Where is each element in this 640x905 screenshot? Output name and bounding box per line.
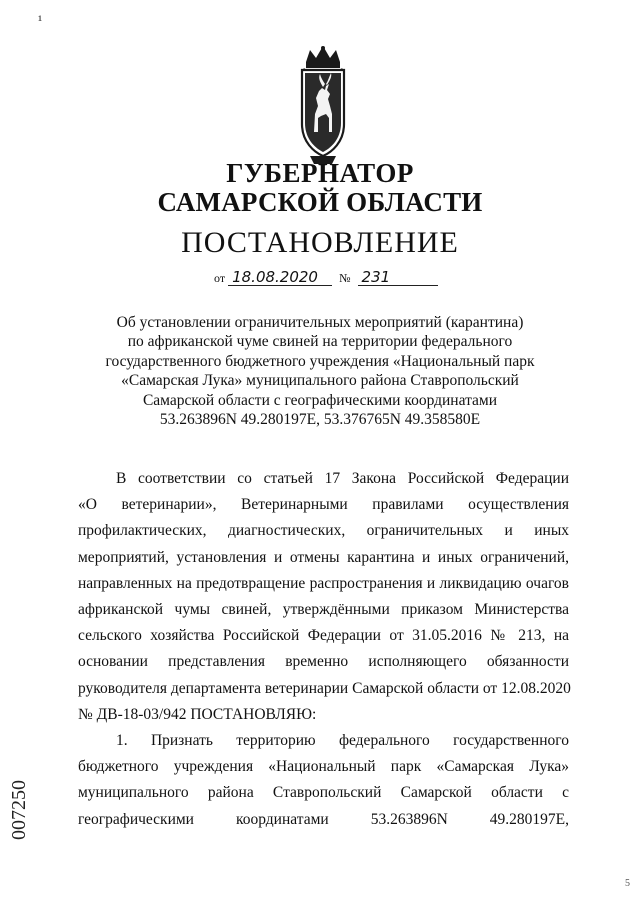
registration-stamp-number (8, 770, 36, 840)
body-line: муниципального района Ставропольский Самарской области с (78, 784, 569, 802)
subject-line: 53.263896N 49.280197E, 53.376765N 49.358580E (159, 411, 481, 429)
body-line: В соответствии со статьей 17 Закона Российской Федерации (116, 470, 569, 487)
body-line: основании представления временно исполняющего обязанности (78, 653, 569, 671)
number-value: 231 (358, 270, 438, 286)
authority-line-1: ГУБЕРНАТОР (226, 158, 414, 188)
body-line: сельского хозяйства Российской Федерации от 31.05.2016 № 213, на (78, 627, 569, 645)
stamp-number-text: 007250 (8, 780, 30, 840)
document-body (78, 466, 569, 833)
body-line: 1. Признать территорию федерального государственного (116, 732, 569, 750)
body-line: профилактических, диагностических, ограничительных и иных (78, 522, 569, 540)
corner-mark-bottom: 5 (625, 878, 630, 889)
body-line: бюджетного учреждения «Национальный парк «Самарская Лука» (78, 758, 569, 776)
number-prefix: № (339, 271, 351, 285)
body-line: африканской чумы свиней, утверждёнными приказом Министерства (78, 601, 569, 619)
body-line: мероприятий, установления и отмены карантина и иных ограничений, (78, 548, 569, 566)
date-number-line (214, 270, 438, 286)
body-line: «О ветеринарии», Ветеринарными правилами осуществления (78, 496, 569, 514)
coat-of-arms-icon (294, 44, 352, 168)
subject-line: Самарской области с географическими координатами (142, 391, 498, 409)
document-subject (90, 313, 550, 429)
body-line: № ДВ-18-03/942 ПОСТАНОВЛЯЮ: (78, 705, 317, 723)
subject-line: по африканской чуме свиней на территории федерального (127, 333, 513, 351)
subject-line: государственного бюджетного учреждения «Национальный парк (105, 352, 535, 370)
subject-line: Об установлении ограничительных мероприятий (карантина) (116, 314, 524, 331)
date-prefix: от (214, 271, 226, 285)
subject-line: «Самарская Лука» муниципального района Ставропольский (121, 372, 519, 390)
corner-mark: ¹ (38, 14, 43, 29)
body-line: руководителя департамента ветеринарии Самарской области от 12.08.2020 (78, 679, 571, 697)
document-type-title: ПОСТАНОВЛЕНИЕ (181, 226, 459, 259)
body-line: направленных на предотвращение распространения и ликвидацию очагов (78, 574, 569, 592)
body-line: географическими координатами 53.263896N 49.280197E, (78, 810, 569, 828)
authority-line-2: САМАРСКОЙ ОБЛАСТИ (157, 187, 483, 217)
date-value: 18.08.2020 (228, 270, 332, 286)
